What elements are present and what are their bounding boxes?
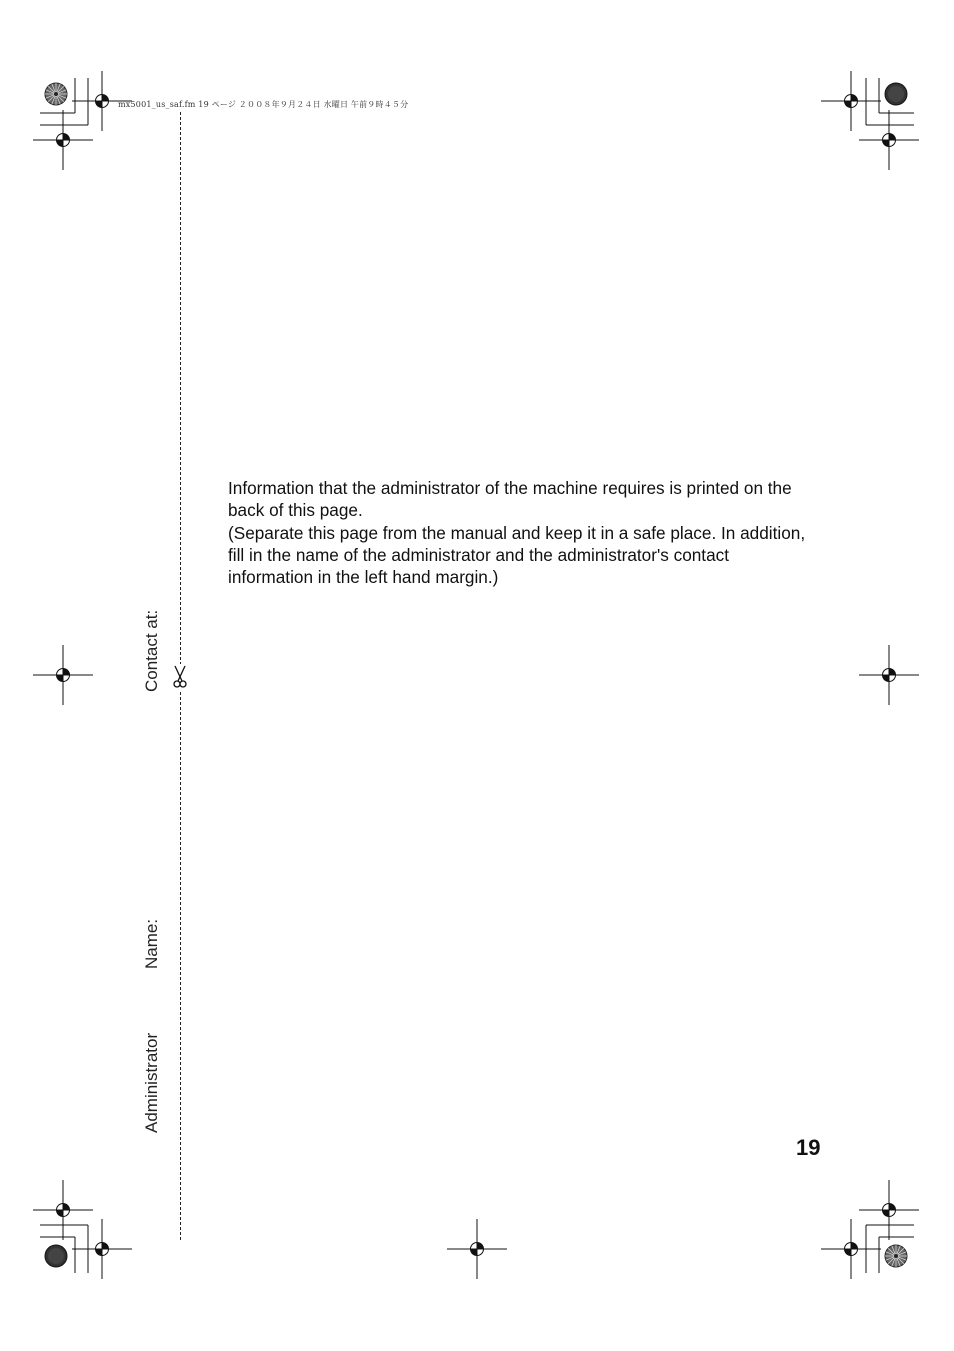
name-label: Name: <box>142 918 161 969</box>
page-number: 19 <box>796 1135 821 1160</box>
info-text <box>228 477 818 588</box>
scissors-icon <box>171 664 189 690</box>
administrator-label: Administrator <box>142 1032 161 1133</box>
contact-label: Contact at: <box>142 609 161 692</box>
info-paragraph-1: Information that the administrator of the machine requires is printed on the back of this page. <box>228 478 792 521</box>
print-header: mx5001_us_saf.fm 19 ページ ２００８年９月２４日 水曜日 午前９時４５分 <box>118 100 409 109</box>
info-paragraph-2: (Separate this page from the manual and keep it in a safe place. In addition, fill in the name of the administrator and the administrator's contact information in the left hand margin.) <box>228 522 806 588</box>
